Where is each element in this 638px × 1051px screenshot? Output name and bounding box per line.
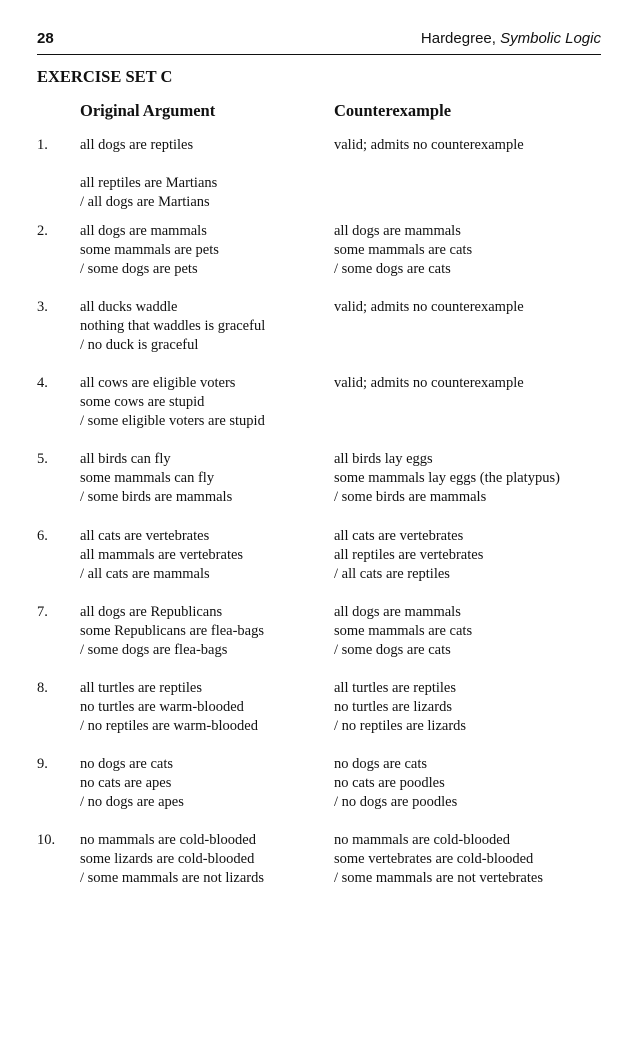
counterexample-line: some mammals lay eggs (the platypus) bbox=[334, 470, 560, 486]
argument-line: nothing that waddles is graceful bbox=[80, 318, 266, 334]
counterexample-line: some mammals are cats bbox=[334, 242, 473, 258]
original-argument bbox=[80, 755, 184, 812]
counterexample bbox=[334, 136, 524, 155]
counterexample-line: all cats are vertebrates bbox=[334, 528, 464, 544]
item-number: 6. bbox=[37, 528, 48, 544]
argument-line: all cats are vertebrates bbox=[80, 528, 210, 544]
original-argument bbox=[80, 527, 243, 584]
counterexample-line: all turtles are reptiles bbox=[334, 680, 456, 696]
argument-line: all dogs are mammals bbox=[80, 223, 207, 239]
argument-line: all turtles are reptiles bbox=[80, 680, 202, 696]
item-number: 3. bbox=[37, 299, 48, 315]
argument-line: all cows are eligible voters bbox=[80, 375, 236, 391]
counterexample-line: / no reptiles are lizards bbox=[334, 718, 467, 734]
item-number: 5. bbox=[37, 451, 48, 467]
page-header bbox=[37, 30, 601, 52]
header-rule bbox=[37, 54, 601, 55]
original-argument bbox=[80, 603, 264, 660]
counterexample-line: / some mammals are not vertebrates bbox=[334, 870, 543, 886]
original-argument bbox=[80, 679, 258, 736]
argument-line: some mammals can fly bbox=[80, 470, 215, 486]
original-argument bbox=[80, 450, 232, 507]
counterexample-line: all birds lay eggs bbox=[334, 451, 433, 467]
item-number: 8. bbox=[37, 680, 48, 696]
argument-line: some lizards are cold-blooded bbox=[80, 851, 255, 867]
counterexample bbox=[334, 831, 543, 888]
counterexample bbox=[334, 679, 466, 736]
item-number: 4. bbox=[37, 375, 48, 391]
counterexample-line: all reptiles are vertebrates bbox=[334, 547, 484, 563]
item-number: 2. bbox=[37, 223, 48, 239]
counterexample-line: valid; admits no counterexample bbox=[334, 137, 524, 153]
counterexample-line: no dogs are cats bbox=[334, 756, 428, 772]
argument-line: all reptiles are Martians bbox=[80, 175, 218, 191]
original-argument bbox=[80, 374, 265, 431]
argument-line: / some eligible voters are stupid bbox=[80, 413, 265, 429]
counterexample-line: valid; admits no counterexample bbox=[334, 375, 524, 391]
running-head-book-title: Symbolic Logic bbox=[500, 30, 601, 47]
item-number: 1. bbox=[37, 137, 48, 153]
argument-line: some mammals are pets bbox=[80, 242, 219, 258]
argument-line: / some dogs are pets bbox=[80, 261, 198, 277]
argument-line: some cows are stupid bbox=[80, 394, 205, 410]
argument-line: all birds can fly bbox=[80, 451, 171, 467]
counterexample bbox=[334, 450, 560, 507]
page-number: 28 bbox=[37, 30, 54, 47]
item-number: 9. bbox=[37, 756, 48, 772]
item-number: 7. bbox=[37, 604, 48, 620]
counterexample-line: some mammals are cats bbox=[334, 623, 473, 639]
argument-line: all ducks waddle bbox=[80, 299, 178, 315]
counterexample-line: valid; admits no counterexample bbox=[334, 299, 524, 315]
argument-line: no mammals are cold-blooded bbox=[80, 832, 256, 848]
argument-line: all dogs are Republicans bbox=[80, 604, 223, 620]
argument-line: / some birds are mammals bbox=[80, 489, 233, 505]
counterexample-line: no turtles are lizards bbox=[334, 699, 452, 715]
counterexample-line: no mammals are cold-blooded bbox=[334, 832, 510, 848]
original-argument bbox=[80, 222, 219, 279]
counterexample bbox=[334, 374, 524, 393]
original-argument bbox=[80, 831, 264, 888]
argument-line: / some dogs are flea-bags bbox=[80, 642, 228, 658]
counterexample-line: / no dogs are poodles bbox=[334, 794, 458, 810]
argument-line: no cats are apes bbox=[80, 775, 172, 791]
argument-line: / all cats are mammals bbox=[80, 566, 210, 582]
item-number: 10. bbox=[37, 832, 56, 848]
counterexample bbox=[334, 603, 472, 660]
argument-line: no dogs are cats bbox=[80, 756, 174, 772]
argument-line: / all dogs are Martians bbox=[80, 194, 210, 210]
counterexample-line: / some birds are mammals bbox=[334, 489, 487, 505]
argument-line bbox=[80, 155, 217, 174]
original-argument bbox=[80, 136, 217, 212]
counterexample bbox=[334, 755, 457, 812]
argument-line: / some mammals are not lizards bbox=[80, 870, 265, 886]
argument-line: no turtles are warm-blooded bbox=[80, 699, 244, 715]
running-head bbox=[421, 30, 601, 47]
counterexample-line: all dogs are mammals bbox=[334, 223, 461, 239]
column-header-counterexample: Counterexample bbox=[334, 101, 452, 120]
running-head-author: Hardegree, bbox=[420, 30, 501, 47]
counterexample-line: / all cats are reptiles bbox=[334, 566, 450, 582]
original-argument bbox=[80, 298, 265, 355]
argument-line: / no duck is graceful bbox=[80, 337, 199, 353]
column-header-original: Original Argument bbox=[80, 101, 216, 120]
argument-line: all dogs are reptiles bbox=[80, 137, 194, 153]
argument-line: some Republicans are flea-bags bbox=[80, 623, 264, 639]
counterexample-line: / some dogs are cats bbox=[334, 642, 451, 658]
counterexample bbox=[334, 222, 472, 279]
counterexample-line: all dogs are mammals bbox=[334, 604, 461, 620]
argument-line: / no dogs are apes bbox=[80, 794, 184, 810]
argument-line: all mammals are vertebrates bbox=[80, 547, 244, 563]
counterexample-line: some vertebrates are cold-blooded bbox=[334, 851, 534, 867]
section-title: EXERCISE SET C bbox=[37, 67, 173, 86]
counterexample-line: / some dogs are cats bbox=[334, 261, 451, 277]
counterexample bbox=[334, 527, 483, 584]
argument-line: / no reptiles are warm-blooded bbox=[80, 718, 258, 734]
counterexample bbox=[334, 298, 524, 317]
counterexample-line: no cats are poodles bbox=[334, 775, 445, 791]
